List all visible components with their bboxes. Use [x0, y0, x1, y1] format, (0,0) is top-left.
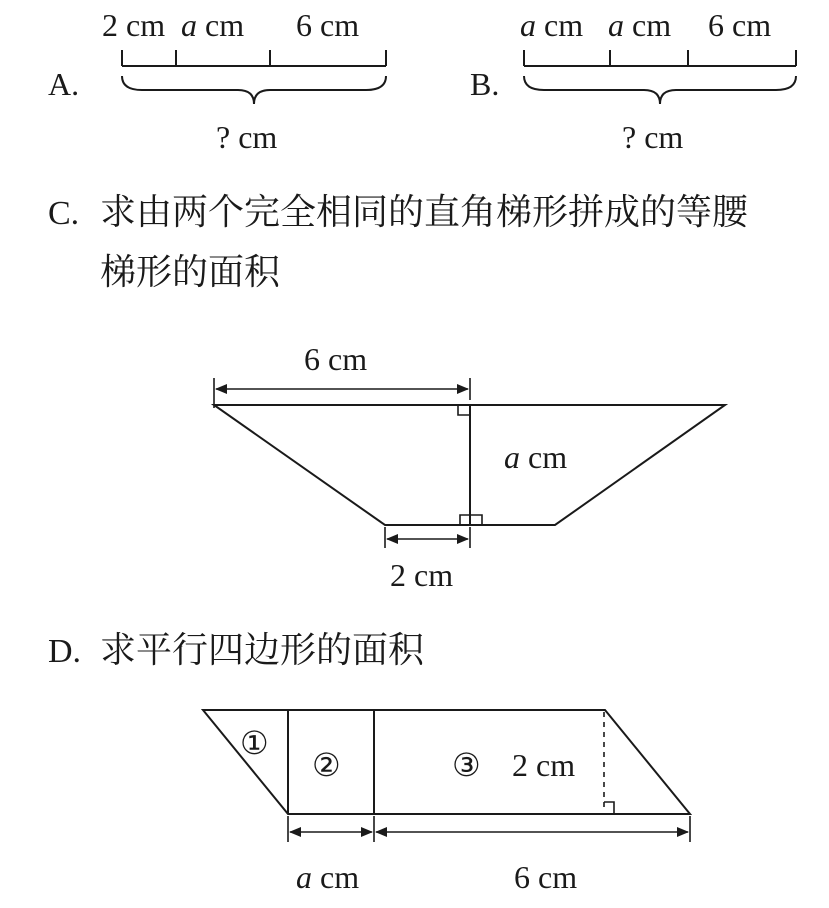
option-c-bottom-label: 2 cm — [390, 557, 454, 593]
option-a-label-2: a cm — [181, 7, 245, 43]
option-c-right-angle-top — [458, 405, 470, 415]
option-d-question: 求平行四边形的面积 — [100, 630, 425, 671]
option-b-label-2: a cm — [608, 7, 672, 43]
option-c-question-line-2: 梯形的面积 — [100, 252, 281, 293]
option-d-region-3-label: ③ — [452, 747, 481, 783]
option-a-segment-line — [122, 50, 386, 66]
option-c-letter: C. — [48, 195, 80, 232]
option-d-letter: D. — [48, 633, 82, 670]
option-a-total-label: ? cm — [216, 119, 278, 155]
option-a-label-3: 6 cm — [296, 7, 360, 43]
option-c-question-line-1: 求由两个完全相同的直角梯形拼成的等腰 — [100, 192, 749, 233]
option-b-label-3: 6 cm — [708, 7, 772, 43]
option-b[interactable] — [470, 7, 796, 155]
option-a-total-brace — [122, 76, 386, 104]
option-c-height-label: a cm — [504, 439, 568, 475]
option-b-total-label: ? cm — [622, 119, 684, 155]
option-d-parallelogram — [203, 710, 690, 814]
option-a-label-1: 2 cm — [102, 7, 166, 43]
option-b-segment-line — [524, 50, 796, 66]
option-d-base-label: 6 cm — [514, 859, 578, 895]
option-a[interactable] — [48, 7, 386, 155]
option-d-a-label: a cm — [296, 859, 360, 895]
option-d[interactable] — [48, 630, 690, 895]
option-d-right-angle-mark — [604, 802, 614, 814]
option-b-label-1: a cm — [520, 7, 584, 43]
option-c[interactable] — [48, 192, 749, 593]
option-b-total-brace — [524, 76, 796, 104]
option-b-letter: B. — [470, 66, 500, 102]
option-c-top-label: 6 cm — [304, 341, 368, 377]
option-d-region-2-label: ② — [312, 747, 341, 783]
option-d-region-1-label: ① — [240, 725, 269, 761]
option-d-height-label: 2 cm — [512, 747, 576, 783]
option-a-letter: A. — [48, 66, 80, 102]
